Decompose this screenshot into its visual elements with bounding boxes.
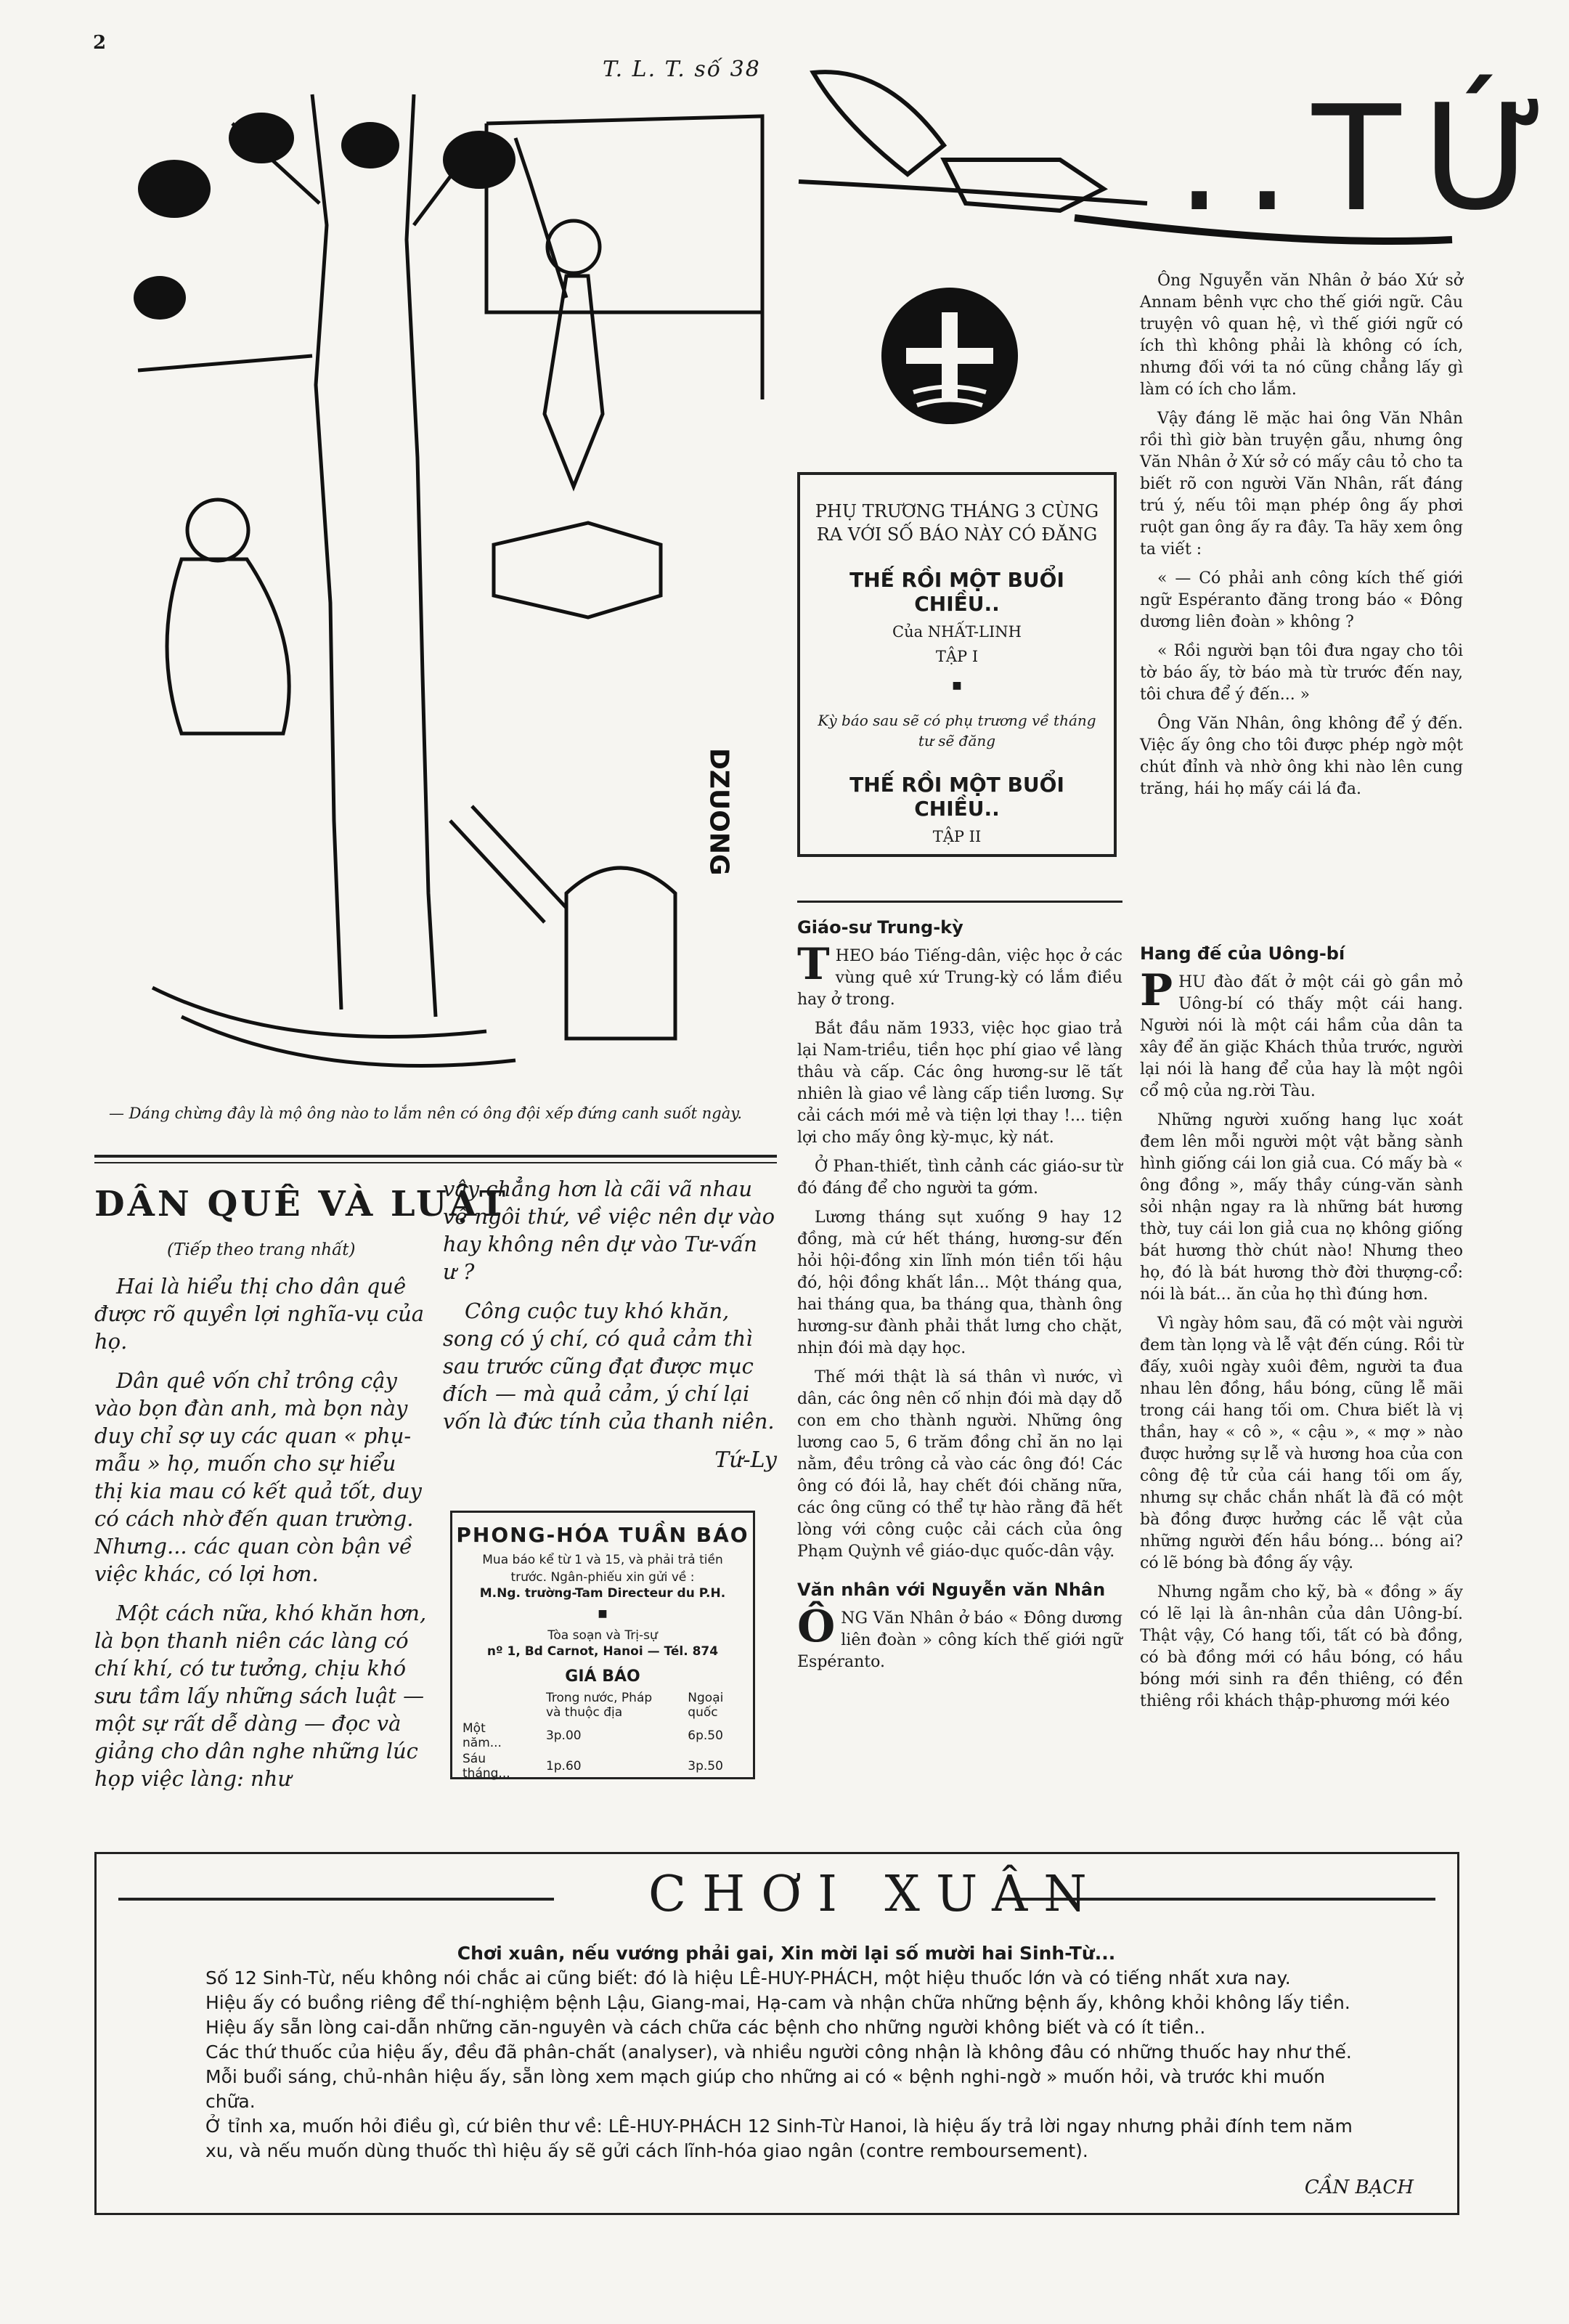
cartoon-caption: — Dáng chừng đây là mộ ông nào to lắm nên có ông đội xếp đứng canh suốt ngày.: [109, 1105, 743, 1122]
table-row: [452, 1690, 753, 1720]
supplement-line: PHỤ TRƯƠNG THÁNG 3 CÙNG RA VỚI SỐ BÁO NÀY CÓ ĐĂNG: [815, 501, 1099, 545]
supplement-volume: TẬP I: [935, 648, 979, 665]
advert-line: Ở tỉnh xa, muốn hỏi điều gì, cứ biên thư về: LÊ-HUY-PHÁCH 12 Sinh-Từ Hanoi, là hiệu ấy trả lời ngay nhưng phải đính tem năm: [205, 2116, 1353, 2137]
advert-title: CHƠI XUÂN: [648, 1866, 1103, 1923]
advert-text: [205, 1941, 1367, 2163]
paragraph: ÔNG Văn Nhân ở báo « Đông dương liên đoàn » công kích thế giới ngữ Espéranto.: [797, 1601, 1122, 1671]
column-rule: [797, 901, 1122, 903]
page-number: 2: [93, 32, 107, 54]
paragraph: Những người xuống hang lục xoát đem lên mỗi người một vật bằng sành hình giống cái lon giả cua. Có mấy bà « ông đồng », mấy thầy cúng-văn sành sỏi nhận ngay ra là những bát hương thờ, tuy cái lon giả cua nọ không giống bát hương thờ chút nào! Nhưng theo họ, đó là bát hương thờ đời thượng-cổ: nói là bát... ăn của họ thì đúng hơn.: [1140, 1111, 1463, 1304]
paragraph: Hai là hiểu thị cho dân quê được rõ quyền lợi nghĩa-vụ của họ.: [94, 1274, 425, 1354]
section-title: ..TỨ: [1176, 75, 1569, 244]
paragraph: vậy chẳng hơn là cãi vã nhau về ngôi thứ, về việc nên dự vào hay không nên dự vào Tư-vấn ư ?: [443, 1177, 775, 1284]
paragraph: Vì ngày hôm sau, đã có một vài người đem tàn lọng và lễ vật đến cúng. Rồi từ đấy, xuôi ngày xuôi đêm, người ta đua nhau lên đồng, hầu bóng, cũng lễ mãi trong cái hang tối om. Chưa biết là vị thần, hay « cô », « cậu », « mợ » nào được hưởng sự lễ và hương hoa của con công đệ tử của cái hang tối om ấy, nhưng sự chắc chắn nhất là đã có một bà đồng được hưởng các lễ vật của những người đến hầu bóng... bóng ai? có lẽ bóng bà đồng ấy vậy.: [1140, 1315, 1463, 1572]
table-cell: 1p.60: [545, 1759, 582, 1774]
dan-que-column-1: [94, 1272, 428, 1804]
article-signature: Tứ-Ly: [714, 1447, 777, 1473]
paragraph: Lương tháng sụt xuống 9 hay 12 đồng, mà cứ hết tháng, hương-sư đến hỏi hội-đồng xin lĩnh món tiền tối hậu đó, hội đồng khất lần... Một tháng qua, hai tháng qua, ba tháng qua, thành ông hương-sư đành phải thắt lưng cho chặt, nhịn đói mà dạy học.: [797, 1208, 1122, 1357]
advert-line: Số 12 Sinh-Từ, nếu không nói chắc ai cũng biết: đó là hiệu LÊ-HUY-PHÁCH, một hiệu thuốc lớn và có tiếng nhất xưa nay.: [205, 1967, 1291, 1988]
subscription-office: Tòa soạn và Trị-sự: [547, 1628, 658, 1643]
article-heading: Hang đế của Uông-bí: [1140, 943, 1345, 964]
table-header: Ngoại quốc: [688, 1691, 724, 1720]
table-row: [452, 1720, 753, 1751]
section-rule: [94, 1155, 777, 1158]
paragraph: Bắt đầu năm 1933, việc học giao trả lại Nam-triều, tiền học phí giao về làng thâu và cấp. Các ông hương-sư lẽ tất nhiên là giao về làng cấp tiền lương. Sự cải cách mới mẻ và tiện lợi thay !... tiện lợi cho mấy ông kỳ-mục, kỳ nát.: [797, 1020, 1122, 1147]
paragraph: Thế mới thật là sá thân vì nước, vì dân, các ông nên cố nhịn đói mà dạy dỗ con em cho thành người. Những ông lương cao 5, 6 trăm đồng chỉ ăn no lại nằm, đều trông cả vào các ông đó! Các ông có đói lả, hay chết đói chăng nữa, các ông cũng có thể tự hào rằng đã hết lòng với công cuộc cải cách của ông Phạm Quỳnh về giáo-dục quốc-dân vậy.: [797, 1368, 1122, 1561]
subscription-title: PHONG-HÓA TUẦN BÁO: [456, 1523, 749, 1547]
supplement-book-title: THẾ RỒI MỘT BUỔI CHIỀU..: [849, 568, 1064, 616]
advert-line: Các thứ thuốc của hiệu ấy, đều đã phân-chất (analyser), và nhiều người công nhận là không đâu có những thuốc hay như thế.: [205, 2041, 1352, 2063]
table-cell: 3p.50: [688, 1759, 723, 1774]
paragraph: Nhưng ngẫm cho kỹ, bà « đồng » ấy có lẽ lại là ân-nhân của dân Uông-bí. Thật vậy, Có hang tối, tất có bà đồng, có bà đồng mới có hầu bóng, có hầu bóng mới sinh ra đền thiêng, có đền thiêng rồi khách thập-phương mới kéo: [1140, 1583, 1463, 1710]
advert-line: Mỗi buổi sáng, chủ-nhân hiệu ấy, sẵn lòng xem mạch giúp cho những ai có « bệnh nghi-ngờ » muốn hỏi, và trước khi muốn chữa.: [205, 2066, 1326, 2112]
advert-line: xu, và nếu muốn dùng thuốc thì hiệu ấy sẽ gửi cách lĩnh-hóa giao ngân (contre remboursement).: [205, 2140, 1088, 2161]
paragraph: PHU đào đất ở một cái gò gần mỏ Uông-bí có thấy một cái hang. Người nói là một cái hầm của dân ta xây để ăn giặc Khách thủa trước, người lại nói là hang để của hay là một ngôi cổ mộ của ng.rời Tàu.: [1140, 965, 1463, 1100]
supplement-volume-2: TẬP II: [932, 828, 982, 845]
advert-line: Chơi xuân, nếu vướng phải gai, Xin mời lại số mười hai Sinh-Từ...: [457, 1943, 1116, 1964]
section-rule: [94, 1162, 777, 1163]
supplement-book-title-2: THẾ RỒI MỘT BUỔI CHIỀU..: [849, 773, 1064, 821]
article-continued-note: (Tiếp theo trang nhất): [167, 1240, 356, 1259]
dan-que-column-2: [443, 1175, 777, 1474]
price-table: [452, 1690, 753, 1781]
hang-de-article: [1140, 943, 1463, 1720]
issue-label: T. L. T. số 38: [603, 57, 761, 82]
paragraph: Công cuộc tuy khó khăn, song có ý chí, có quả cảm thì sau trước cũng đạt được mục đích — mà quả cảm, ý chí lại vốn là đức tính của thanh niên.: [443, 1299, 775, 1434]
paragraph: « — Có phải anh công kích thế giới ngữ Espéranto đăng trong báo « Đông dương liên đoàn » không ?: [1140, 569, 1463, 631]
van-nhan-column: [1140, 270, 1463, 808]
paragraph: Vậy đáng lẽ mặc hai ông Văn Nhân rồi thì giờ bàn truyện gẫu, nhưng ông Văn Nhân ở Xứ sở có mấy câu tỏ cho ta biết rõ con người Văn Nhân, rất đáng trú ý, nếu tôi mạn phép ông ấy phơi ruột gan ông ấy ra đây. Ta hãy xem ông ta viết :: [1140, 410, 1463, 558]
paragraph: « Rồi người bạn tôi đưa ngay cho tôi tờ báo ấy, tờ báo mà từ trước đến nay, tôi chưa để ý đến... »: [1140, 642, 1463, 704]
supplement-notice: [797, 472, 1117, 857]
advert-line: Hiệu ấy sẵn lòng cai-dẫn những căn-nguyên và cách chữa các bệnh cho những người không biết và có ít tiền..: [205, 2017, 1206, 2038]
supplement-author: Của NHẤT-LINH: [892, 623, 1022, 641]
subscription-address-name: M.Ng. trường-Tam Directeur du P.H.: [479, 1586, 726, 1601]
paragraph: Ở Phan-thiết, tình cảnh các giáo-sư từ đó đáng để cho người ta gớm.: [797, 1158, 1122, 1198]
paragraph: Ông Văn Nhân, ông không để ý đến. Việc ấy ông cho tôi được phép ngờ một chút đỉnh và nhờ ông khi nào lên cung trăng, hái họ mấy cái lá đa.: [1140, 715, 1463, 798]
advert-signature: CẦN BẠCH: [1304, 2177, 1414, 2198]
article-heading: Giáo-sư Trung-kỳ: [797, 917, 963, 938]
subscription-text: Mua báo kể từ 1 và 15, và phải trả tiền trước. Ngân-phiếu xin gửi về :: [482, 1553, 723, 1585]
cartoon-signature: DZUONG: [704, 748, 734, 876]
price-heading: GIÁ BÁO: [565, 1667, 640, 1686]
paragraph: Ông Nguyễn văn Nhân ở báo Xứ sở Annam bênh vực cho thế giới ngữ. Câu truyện vô quan hệ, vì thế giới ngữ có ích thì không phải là không có ích, nhưng đối với ta nó cũng chẳng lấy gì làm có ích cho lắm.: [1140, 272, 1463, 399]
bird-pen-illustration: [799, 58, 1176, 247]
cartoon-illustration: [138, 94, 762, 1097]
subscription-address: nº 1, Bd Carnot, Hanoi — Tél. 874: [486, 1644, 719, 1659]
article-heading: Văn nhân với Nguyễn văn Nhân: [797, 1580, 1106, 1600]
divider-square-icon: ■: [598, 1608, 608, 1620]
table-cell: 6p.50: [688, 1728, 723, 1743]
paragraph: Dân quê vốn chỉ trông cậy vào bọn đàn anh, mà bọn này duy chỉ sợ uy các quan « phụ-mẫu » họ, muốn cho sự hiểu thị kia mau có kết quả tốt, duy có cách nhờ đến quan trường. Nhưng... các quan còn bận về việc khác, có lợi hơn.: [94, 1368, 422, 1586]
section-title-graphic: [799, 58, 1569, 247]
advert-line: Hiệu ấy có buồng riêng để thí-nghiệm bệnh Lậu, Giang-mai, Hạ-cam và nhận chữa những bệnh ấy, không khỏi không lấy tiền.: [205, 1992, 1350, 2013]
subscription-box: [450, 1511, 755, 1779]
table-header: Trong nước, Pháp và thuộc địa: [545, 1691, 653, 1720]
table-cell: 3p.00: [545, 1728, 582, 1743]
paragraph: Một cách nữa, khó khăn hơn, là bọn thanh niên các làng có chí khí, có tư tưởng, chịu khó sưu tầm lấy những sách luật — một sự rất dễ dàng — đọc và giảng cho dân nghe những lúc họp việc làng: như: [94, 1601, 427, 1791]
divider-square-icon: ■: [952, 680, 962, 691]
supplement-note: Kỳ báo sau sẽ có phụ trương về tháng tư sẽ đăng: [818, 712, 1096, 749]
table-cell: Một năm...: [462, 1721, 502, 1750]
giao-su-article: [797, 917, 1122, 1681]
advert-box: [94, 1852, 1459, 2215]
table-cell: Sáu tháng...: [462, 1752, 510, 1781]
advert-rule: [118, 1898, 554, 1901]
emblem-icon: [877, 283, 1022, 428]
table-row: [452, 1751, 753, 1781]
article-title: DÂN QUÊ VÀ LUẬT: [94, 1184, 508, 1224]
paragraph: THEO báo Tiếng-dân, việc học ở các vùng quê xứ Trung-kỳ có lắm điều hay ở trong.: [797, 939, 1122, 1009]
